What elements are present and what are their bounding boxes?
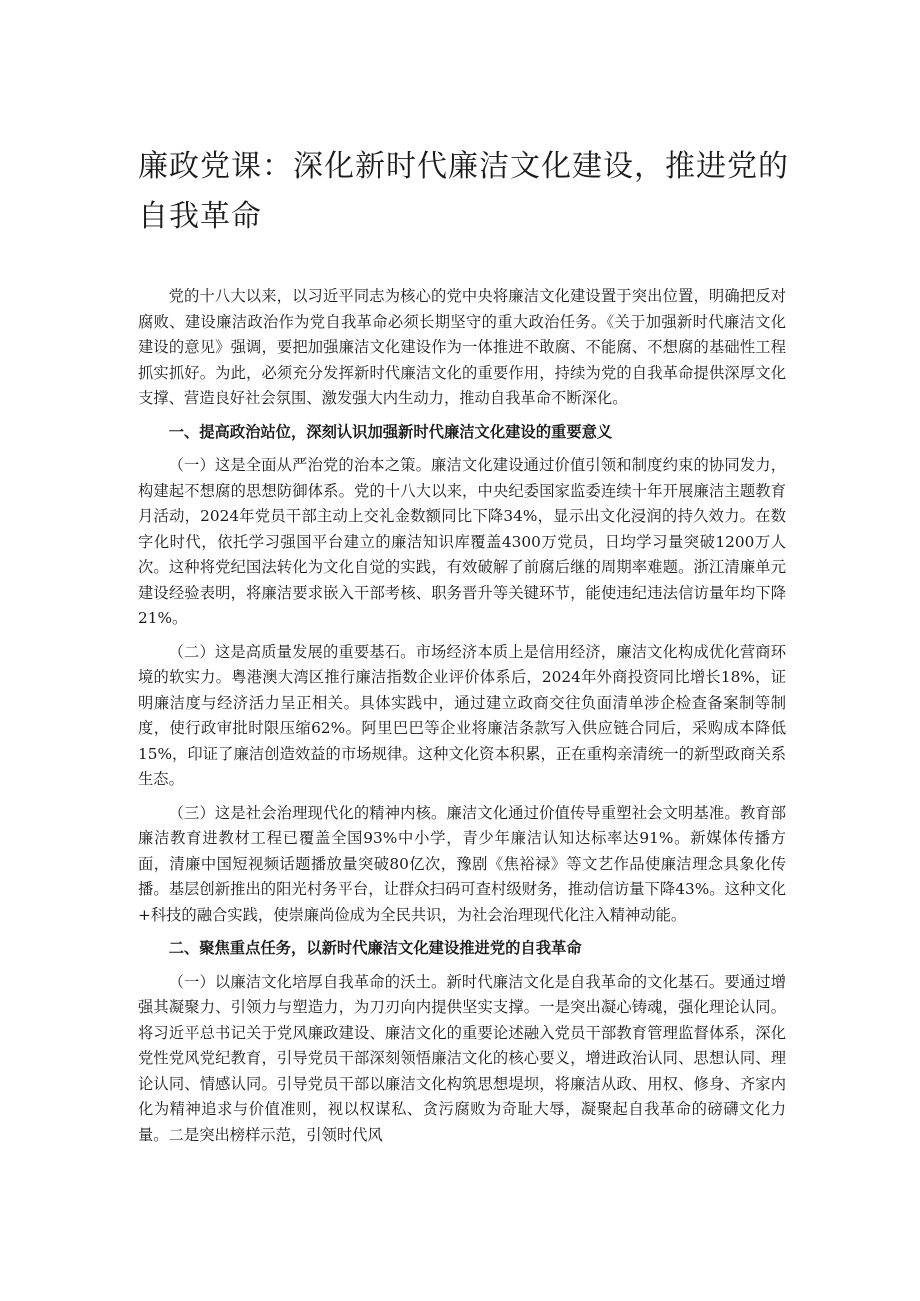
paragraph-1-3: （三）这是社会治理现代化的精神内核。廉洁文化通过价值传导重塑社会文明基准。教育部廉洁教育进教材工程已覆盖全国93%中小学，青少年廉洁认知达标率达91%。新媒体传播方面，清廉中国短视频话题播放量突破80亿次，豫剧《焦裕禄》等文艺作品使廉洁理念具象化传播。基层创新推出的阳光村务平台，让群众扫码可查村级财务，推动信访量下降43%。这种文化+科技的融合实践，使崇廉尚俭成为全民共识，为社会治理现代化注入精神动能。 (138, 803, 786, 924)
paragraph-1-2: （二）这是高质量发展的重要基石。市场经济本质上是信用经济，廉洁文化构成优化营商环境的软实力。粤港澳大湾区推行廉洁指数企业评价体系后，2024年外商投资同比增长18%，证明廉洁度与经济活力呈正相关。具体实践中，通过建立政商交往负面清单涉企检查备案制等制度，使行政审批时限压缩62%。阿里巴巴等企业将廉洁条款写入供应链合同后，采购成本降低15%，印证了廉洁创造效益的市场规律。这种文化资本积累，正在重构亲清统一的新型政商关系生态。 (138, 642, 786, 788)
document-body (138, 284, 786, 1156)
intro-paragraph: 党的十八大以来，以习近平同志为核心的党中央将廉洁文化建设置于突出位置，明确把反对腐败、建设廉洁政治作为党自我革命必须长期坚守的重大政治任务。《关于加强新时代廉洁文化建设的意见》强调，要把加强廉洁文化建设作为一体推进不敢腐、不能腐、不想腐的基础性工程抓实抓好。为此，必须充分发挥新时代廉洁文化的重要作用，持续为党的自我革命提供深厚文化支撑、营造良好社会氛围、激发强大内生动力，推动自我革命不断深化。 (138, 287, 786, 407)
document-title: 廉政党课：深化新时代廉洁文化建设，推进党的自我革命 (138, 149, 789, 234)
paragraph-1-1: （一）这是全面从严治党的治本之策。廉洁文化建设通过价值引领和制度约束的协同发力，构建起不想腐的思想防御体系。党的十八大以来，中央纪委国家监委连续十年开展廉洁主题教育月活动，2024年党员干部主动上交礼金数额同比下降34%，显示出文化浸润的持久效力。在数字化时代，依托学习强国平台建立的廉洁知识库覆盖4300万党员，日均学习量突破1200万人次。这种将党纪国法转化为文化自觉的实践，有效破解了前腐后继的周期率难题。浙江清廉单元建设经验表明，将廉洁要求嵌入干部考核、职务晋升等关键环节，能使违纪违法信访量年均下降21%。 (138, 456, 786, 627)
paragraph-2-1: （一）以廉洁文化培厚自我革命的沃土。新时代廉洁文化是自我革命的文化基石。要通过增强其凝聚力、引领力与塑造力，为刀刃向内提供坚实支撑。一是突出凝心铸魂，强化理论认同。将习近平总书记关于党风廉政建设、廉洁文化的重要论述融入党员干部教育管理监督体系，深化党性党风党纪教育，引导党员干部深刻领悟廉洁文化的核心要义，增进政治认同、思想认同、理论认同、情感认同。引导党员干部以廉洁文化构筑思想堤坝，将廉洁从政、用权、修身、齐家内化为精神追求与价值准则，视以权谋私、贪污腐败为奇耻大辱，凝聚起自我革命的磅礴文化力量。二是突出榜样示范，引领时代风 (138, 972, 786, 1144)
section-heading-2: 二、聚焦重点任务，以新时代廉洁文化建设推进党的自我革命 (168, 939, 582, 957)
section-heading-1: 一、提高政治站位，深刻认识加强新时代廉洁文化建设的重要意义 (168, 422, 613, 441)
